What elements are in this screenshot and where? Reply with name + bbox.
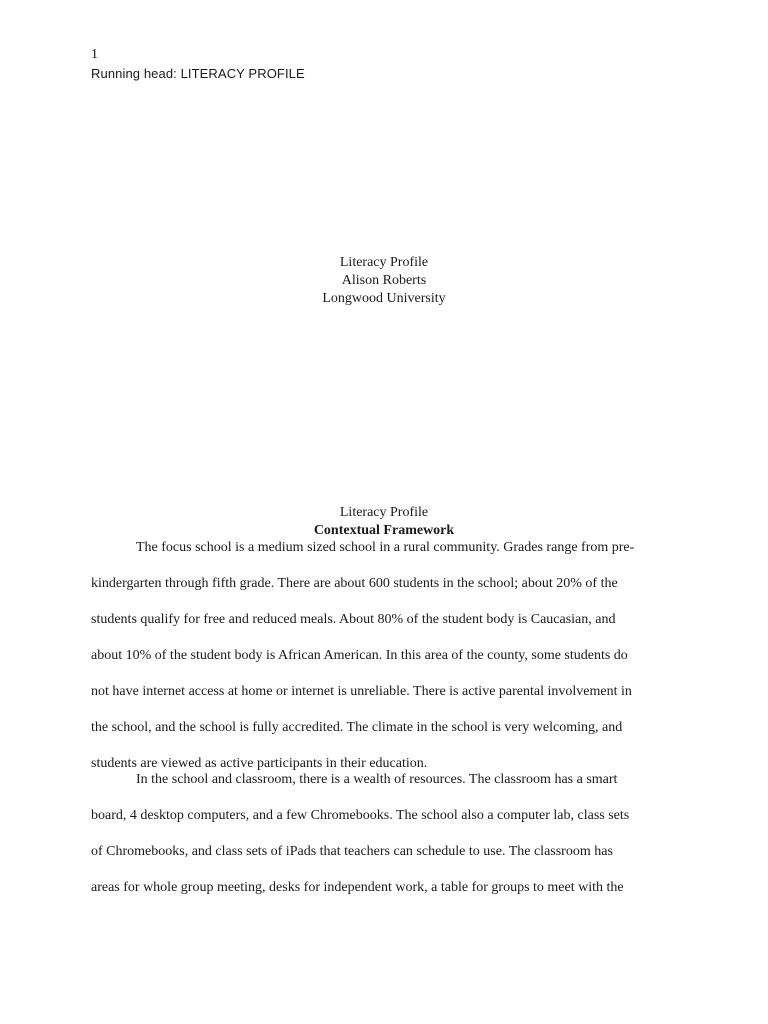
paragraph-line: board, 4 desktop computers, and a few Chromebooks. The school also a computer lab, class sets bbox=[91, 808, 630, 823]
paragraph-line: students qualify for free and reduced meals. About 80% of the student body is Caucasian, and bbox=[91, 612, 616, 627]
paragraph-line: areas for whole group meeting, desks for independent work, a table for groups to meet with the bbox=[91, 880, 624, 895]
section-heading: Contextual Framework bbox=[313, 523, 455, 538]
author-name: Alison Roberts bbox=[341, 273, 427, 288]
paragraph-line: about 10% of the student body is African American. In this area of the county, some students do bbox=[91, 648, 628, 663]
page-number: 1 bbox=[91, 47, 98, 62]
title-block bbox=[0, 254, 768, 308]
paragraph-contextual-2 bbox=[91, 771, 681, 915]
paragraph-line: of Chromebooks, and class sets of iPads that teachers can schedule to use. The classroom has bbox=[91, 844, 613, 859]
paragraph-line: The focus school is a medium sized school in a rural community. Grades range from pre- bbox=[136, 540, 635, 555]
section-title: Literacy Profile bbox=[339, 505, 429, 520]
institution-name: Longwood University bbox=[322, 291, 446, 306]
paper-title: Literacy Profile bbox=[339, 255, 429, 270]
paragraph-line: the school, and the school is fully accredited. The climate in the school is very welcoming, and bbox=[91, 720, 623, 735]
paragraph-line: not have internet access at home or internet is unreliable. There is active parental involvement in bbox=[91, 684, 632, 699]
paragraph-contextual-1 bbox=[91, 539, 681, 773]
running-head: Running head: LITERACY PROFILE bbox=[91, 66, 305, 81]
paragraph-line: kindergarten through fifth grade. There are about 600 students in the school; about 20% of the bbox=[91, 576, 618, 591]
paragraph-line: In the school and classroom, there is a wealth of resources. The classroom has a smart bbox=[136, 772, 618, 787]
paragraph-line: students are viewed as active participants in their education. bbox=[91, 756, 428, 771]
